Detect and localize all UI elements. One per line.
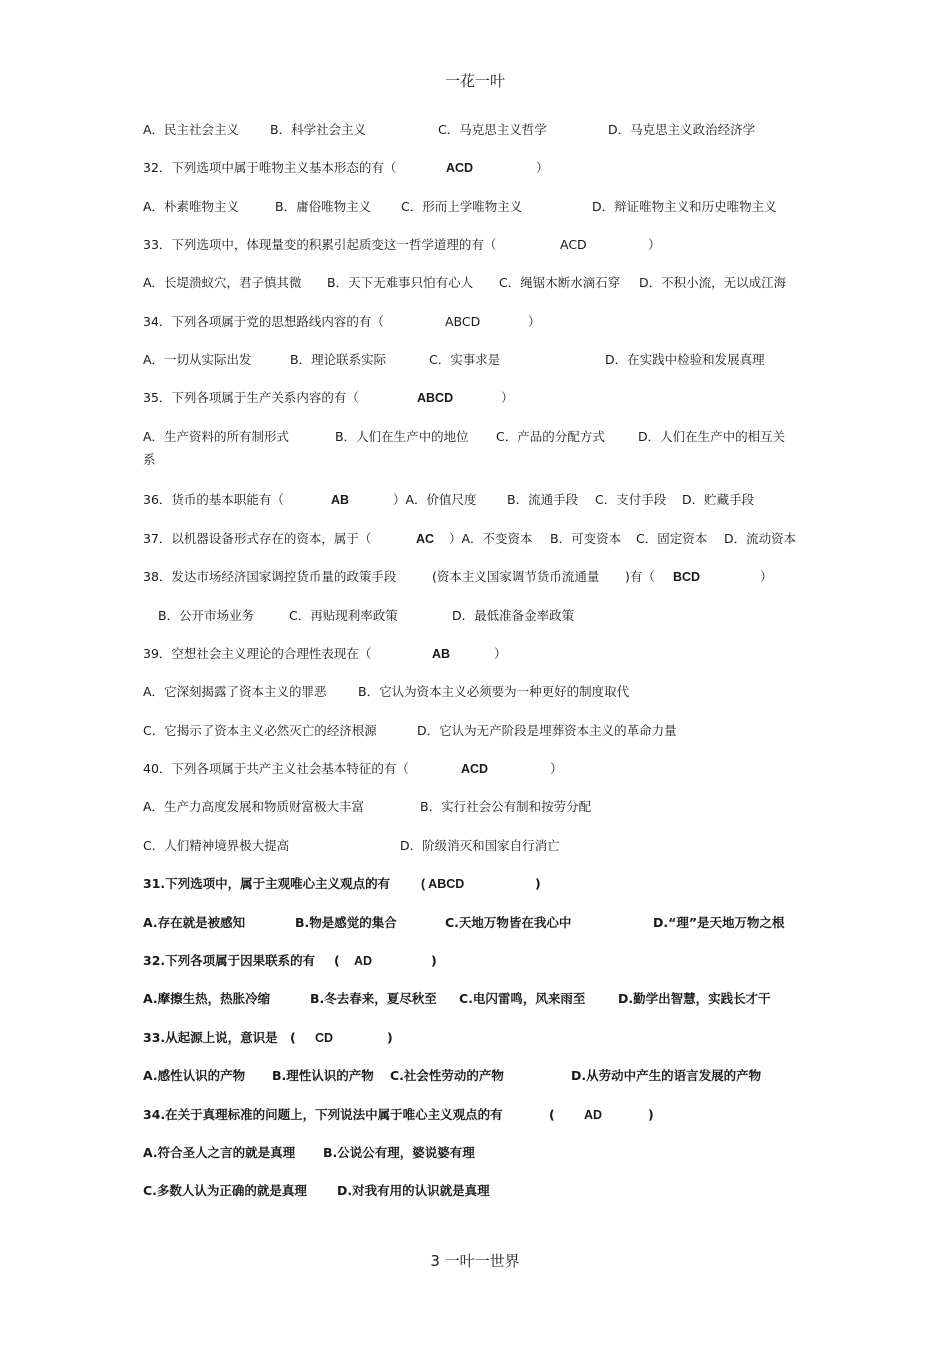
- option-a: A.感性认识的产物: [143, 1068, 246, 1083]
- option-b: B.冬去春来，夏尽秋至: [310, 991, 437, 1006]
- option-d: D．不积小流，无以成江海: [639, 275, 787, 290]
- close-paren: ): [387, 1030, 393, 1045]
- close-paren: ): [535, 876, 541, 891]
- close-paren: ）: [536, 160, 549, 175]
- question-text: 40．下列各项属于共产主义社会基本特征的有（: [143, 761, 409, 776]
- answer: AB: [331, 493, 350, 507]
- close-paren: ）: [501, 390, 514, 405]
- close-paren: ): [431, 953, 437, 968]
- question-text: 32．下列选项中属于唯物主义基本形态的有（: [143, 160, 397, 175]
- option-c: C．实事求是: [429, 352, 501, 367]
- question-text: 37．以机器设备形式存在的资本，属于（: [143, 531, 372, 546]
- option-d: D．它认为无产阶段是埋葬资本主义的革命力量: [417, 723, 677, 738]
- option-c: C．形而上学唯物主义: [401, 199, 523, 214]
- page-header: 一花一叶: [444, 72, 505, 90]
- question-text: 39．空想社会主义理论的合理性表现在（: [143, 646, 372, 661]
- option-d: D．辩证唯物主义和历史唯物主义: [592, 199, 777, 214]
- close-paren: ）: [550, 761, 563, 776]
- option-b: B．公开市场业务: [158, 608, 255, 623]
- option-a: A.摩擦生热，热胀冷缩: [143, 991, 271, 1006]
- question-note: (资本主义国家调节货币流通量: [432, 569, 600, 584]
- option-a: A．生产力高度发展和物质财富极大丰富: [143, 799, 365, 814]
- option-c: C．固定资本: [636, 531, 708, 546]
- open-paren: (: [290, 1030, 296, 1045]
- question-text: 38．发达市场经济国家调控货币量的政策手段: [143, 569, 397, 584]
- option-d: D.“理”是天地万物之根: [653, 915, 785, 930]
- question-text: 35．下列各项属于生产关系内容的有（: [143, 390, 359, 405]
- question-text: 33．下列选项中，体现量变的积累引起质变这一哲学道理的有（: [143, 237, 497, 252]
- question-text: 36．货币的基本职能有（: [143, 492, 284, 507]
- option-a: A．民主社会主义: [143, 122, 240, 137]
- option-c: C．绳锯木断水滴石穿: [499, 275, 621, 290]
- answer: ACD: [560, 237, 587, 252]
- option-b: B．科学社会主义: [270, 122, 367, 137]
- option-b: B．它认为资本主义必须要为一种更好的制度取代: [358, 684, 630, 699]
- answer: ( ABCD: [421, 877, 465, 891]
- answer: ABCD: [445, 314, 481, 329]
- answer: ACD: [446, 161, 474, 175]
- answer: AD: [354, 954, 373, 968]
- option-b: B．流通手段: [507, 492, 579, 507]
- option-c: C．人们精神境界极大提高: [143, 838, 290, 853]
- option-a: ）A．价值尺度: [393, 492, 477, 507]
- option-b: B.理性认识的产物: [272, 1068, 374, 1083]
- option-a: A．生产资料的所有制形式: [143, 429, 290, 444]
- option-d: D．人们在生产中的相互关: [638, 429, 786, 444]
- question-text: 34．下列各项属于党的思想路线内容的有（: [143, 314, 384, 329]
- option-d: D．贮藏手段: [682, 492, 755, 507]
- option-d: D．最低准备金率政策: [452, 608, 575, 623]
- question-text: 34.在关于真理标准的问题上，下列说法中属于唯心主义观点的有: [143, 1107, 503, 1122]
- answer: ACD: [461, 762, 489, 776]
- option-d: D．阶级消灭和国家自行消亡: [400, 838, 560, 853]
- open-paren: (: [334, 953, 340, 968]
- option-b: B．实行社会公有制和按劳分配: [420, 799, 592, 814]
- open-paren: (: [549, 1107, 555, 1122]
- option-c: C．马克思主义哲学: [438, 122, 547, 137]
- option-c: C.电闪雷鸣，风来雨至: [459, 991, 586, 1006]
- option-b: B．可变资本: [550, 531, 622, 546]
- option-c: C．再贴现利率政策: [289, 608, 398, 623]
- option-d-continued: 系: [143, 452, 156, 467]
- close-paren: ): [648, 1107, 654, 1122]
- question-text: 31.下列选项中，属于主观唯心主义观点的有: [143, 876, 391, 891]
- answer: AC: [416, 532, 435, 546]
- question-text: 33.从起源上说，意识是: [143, 1030, 278, 1045]
- option-b: B．庸俗唯物主义: [275, 199, 372, 214]
- option-b: B．理论联系实际: [290, 352, 387, 367]
- answer: AD: [584, 1108, 603, 1122]
- option-a: A．朴素唯物主义: [143, 199, 240, 214]
- option-d: D.从劳动中产生的语言发展的产物: [571, 1068, 762, 1083]
- option-b: B．天下无难事只怕有心人: [327, 275, 474, 290]
- question-text-end: )有（: [625, 569, 655, 584]
- option-a: A．一切从实际出发: [143, 352, 252, 367]
- option-a: A.存在就是被感知: [143, 915, 246, 930]
- option-c: C．它揭示了资本主义必然灭亡的经济根源: [143, 723, 377, 738]
- option-d: D．流动资本: [724, 531, 797, 546]
- option-d: D.对我有用的认识就是真理: [337, 1183, 490, 1198]
- option-d: D.勤学出智慧，实践长才干: [618, 991, 771, 1006]
- answer: BCD: [673, 570, 701, 584]
- close-paren: ）: [648, 237, 661, 252]
- option-c: C.天地万物皆在我心中: [445, 915, 572, 930]
- option-c: C.多数人认为正确的就是真理: [143, 1183, 307, 1198]
- close-paren: ）: [494, 646, 507, 661]
- answer: ABCD: [417, 391, 454, 405]
- option-b: B.公说公有理，婆说婆有理: [323, 1145, 475, 1160]
- option-b: B．人们在生产中的地位: [335, 429, 469, 444]
- option-c: C．支付手段: [595, 492, 667, 507]
- option-a: A.符合圣人之言的就是真理: [143, 1145, 296, 1160]
- option-a: A．长堤溃蚁穴，君子慎其微: [143, 275, 302, 290]
- page-footer: 3 一叶一世界: [430, 1252, 520, 1270]
- option-a: ）A．不变资本: [449, 531, 533, 546]
- option-b: B.物是感觉的集合: [295, 915, 397, 930]
- option-c: C.社会性劳动的产物: [390, 1068, 504, 1083]
- option-d: D．在实践中检验和发展真理: [605, 352, 765, 367]
- answer: AB: [432, 647, 451, 661]
- option-a: A．它深刻揭露了资本主义的罪恶: [143, 684, 327, 699]
- question-text: 32.下列各项属于因果联系的有: [143, 953, 316, 968]
- answer: CD: [315, 1031, 334, 1045]
- option-d: D．马克思主义政治经济学: [608, 122, 756, 137]
- close-paren: ）: [528, 314, 541, 329]
- option-c: C．产品的分配方式: [496, 429, 605, 444]
- close-paren: ）: [760, 569, 773, 584]
